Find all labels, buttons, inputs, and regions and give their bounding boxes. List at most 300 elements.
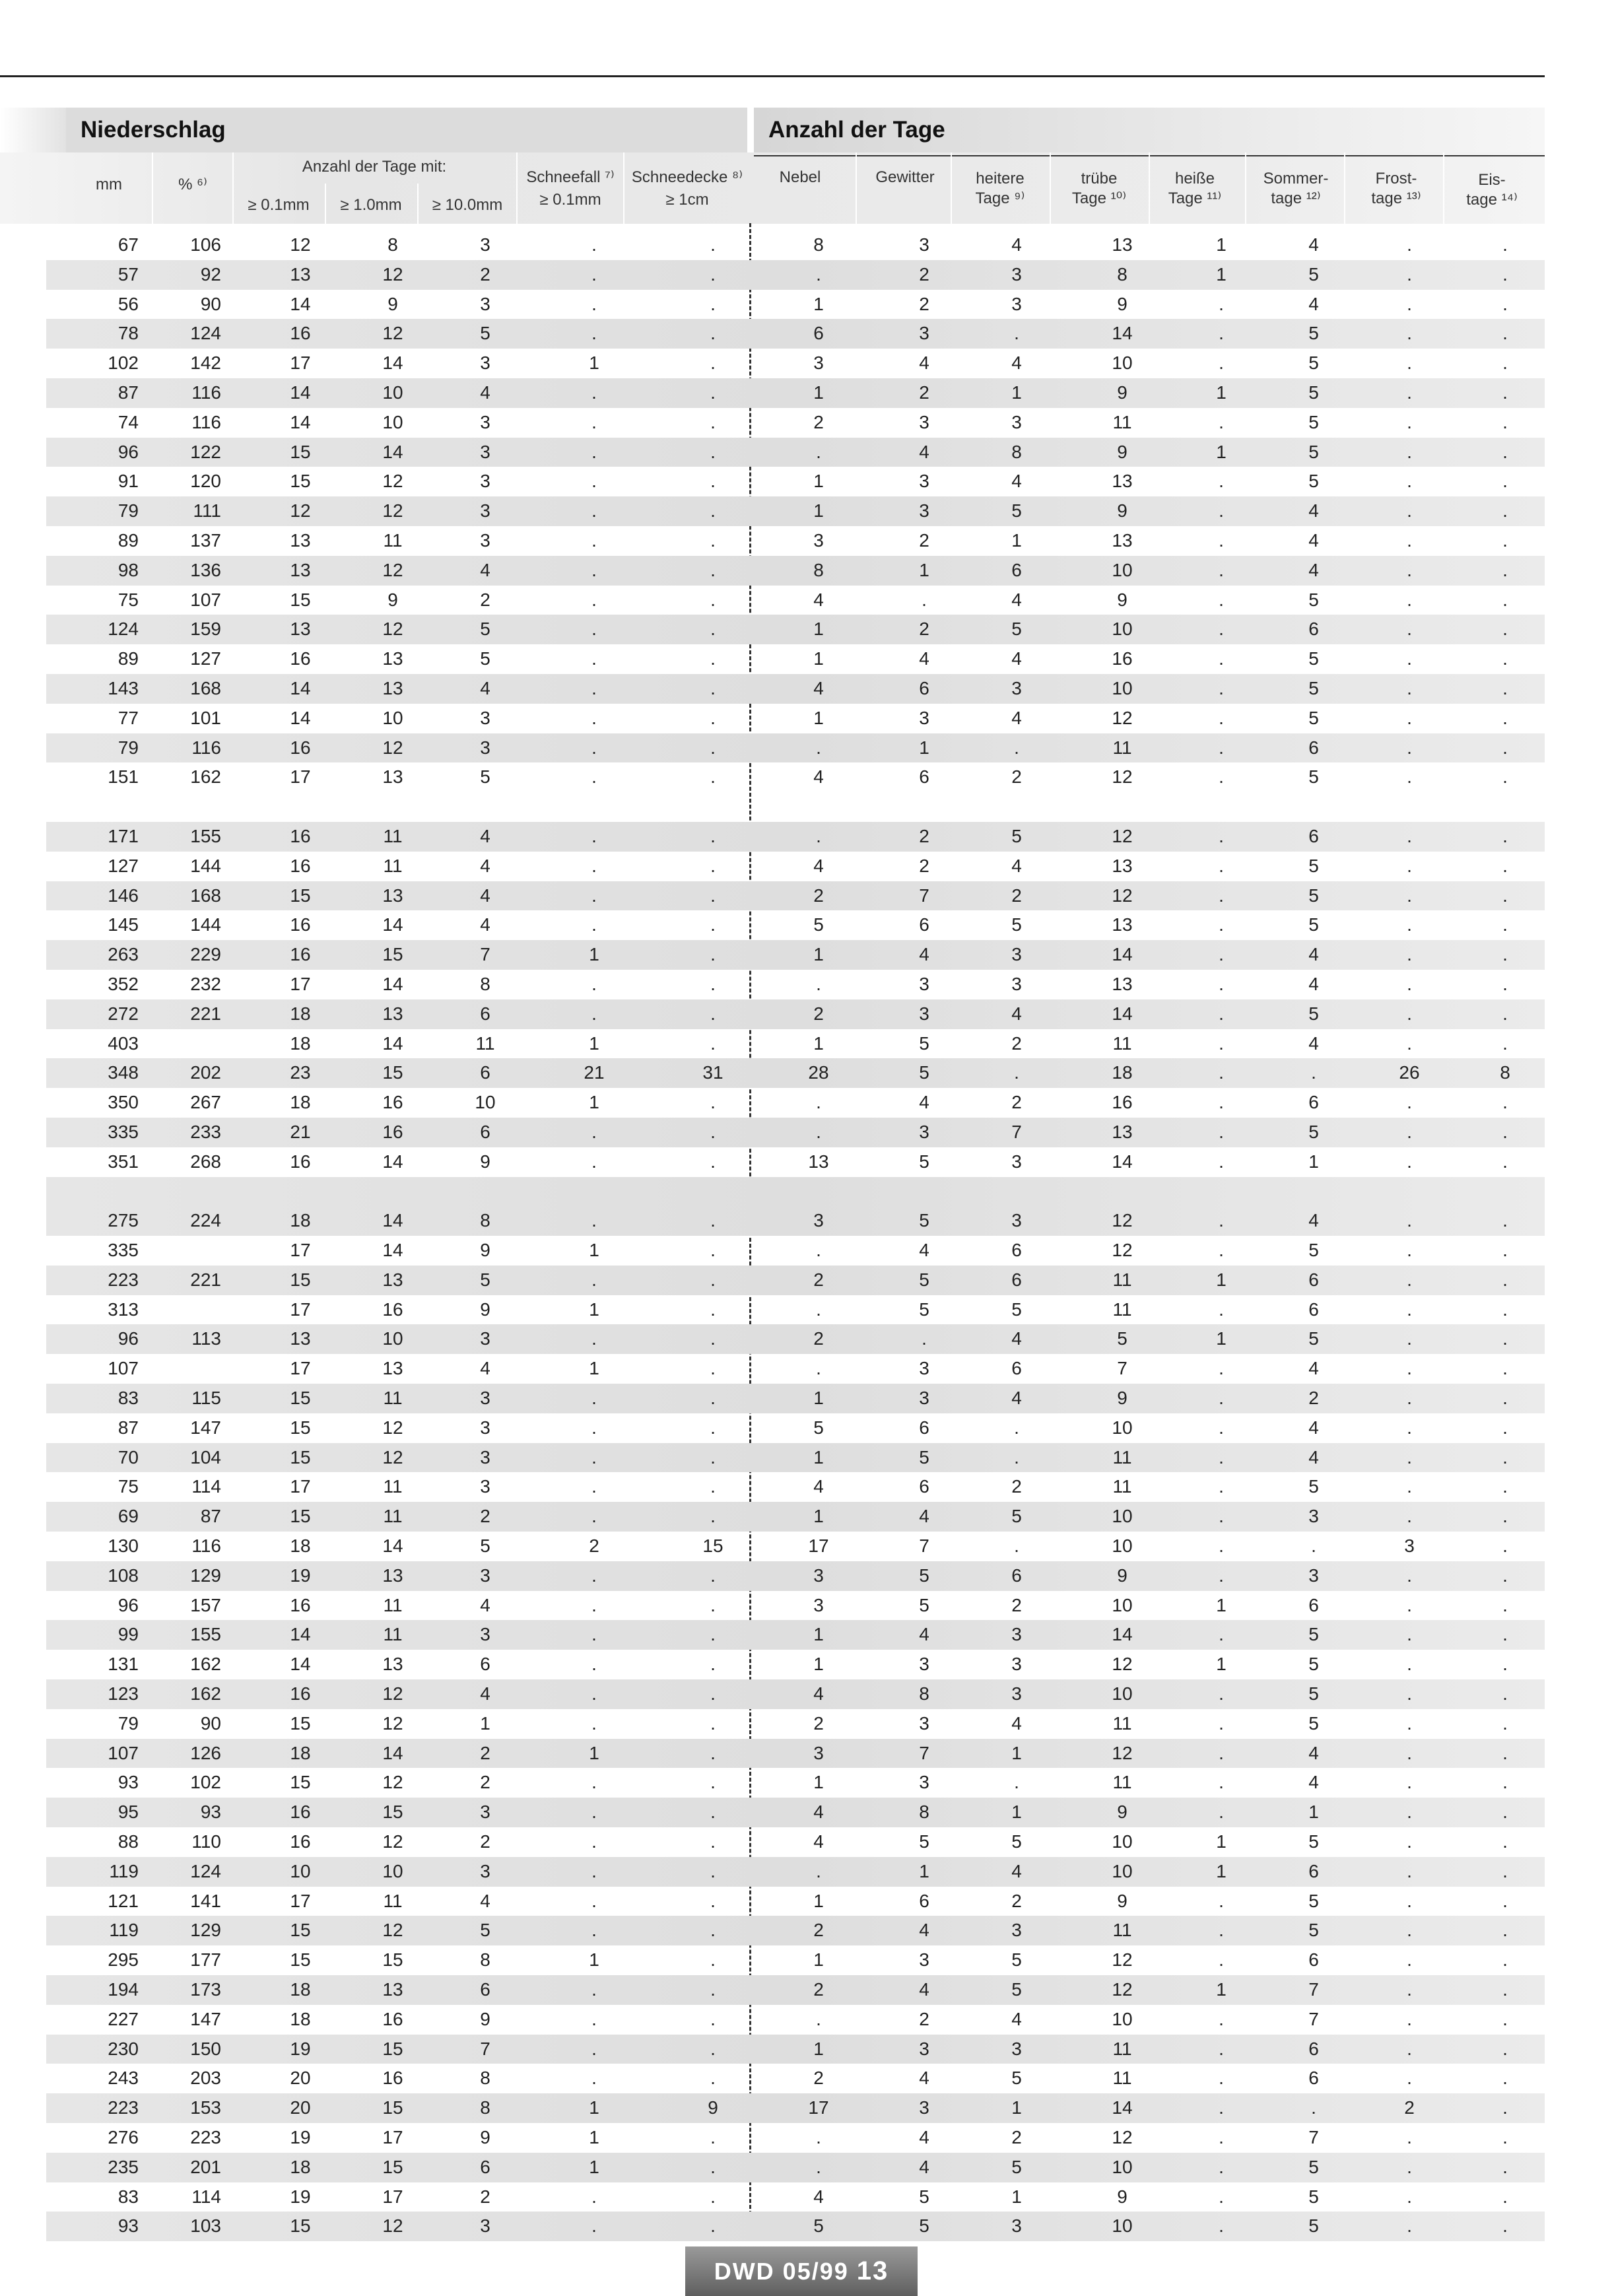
table-cell: 4 bbox=[1011, 1388, 1022, 1409]
table-cell: 6 bbox=[919, 1476, 929, 1497]
table-cell: 16 bbox=[290, 1683, 311, 1705]
table-cell: 20 bbox=[290, 2097, 311, 2118]
table-cell: . bbox=[1407, 1388, 1412, 1409]
table-cell: 69 bbox=[118, 1506, 139, 1527]
table-row bbox=[46, 2212, 1545, 2241]
table-cell: . bbox=[1502, 1121, 1508, 1142]
table-cell: 11 bbox=[1112, 1772, 1132, 1793]
table-cell: 352 bbox=[108, 973, 139, 994]
table-cell: 11 bbox=[1112, 1032, 1132, 1054]
table-cell: 4 bbox=[1308, 944, 1319, 965]
header-divider bbox=[1149, 152, 1150, 224]
table-cell: 103 bbox=[190, 2215, 221, 2237]
table-cell: 5 bbox=[1308, 1624, 1319, 1645]
header-divider bbox=[417, 184, 419, 224]
table-cell: 14 bbox=[290, 293, 311, 314]
table-cell: 6 bbox=[1308, 2038, 1319, 2059]
table-cell: 6 bbox=[1011, 1358, 1022, 1379]
table-cell: . bbox=[710, 382, 716, 403]
table-cell: 95 bbox=[118, 1802, 139, 1823]
table-cell: 89 bbox=[118, 648, 139, 669]
table-cell: 10 bbox=[1112, 1506, 1133, 1527]
table-cell: 150 bbox=[190, 2038, 221, 2059]
table-cell: . bbox=[816, 1299, 821, 1320]
table-cell: 16 bbox=[382, 2008, 403, 2029]
table-cell: . bbox=[1014, 1536, 1019, 1557]
table-cell: . bbox=[710, 1683, 716, 1705]
table-cell: . bbox=[1407, 1506, 1412, 1527]
table-cell: . bbox=[591, 1210, 597, 1231]
table-cell: 78 bbox=[118, 323, 139, 344]
table-cell: . bbox=[710, 1624, 716, 1645]
table-cell: 75 bbox=[118, 1476, 139, 1497]
table-cell: 1 bbox=[1011, 1742, 1022, 1763]
table-cell: 2 bbox=[813, 885, 824, 906]
table-cell: . bbox=[1407, 500, 1412, 522]
table-cell: 6 bbox=[480, 1654, 490, 1675]
table-cell: . bbox=[710, 766, 716, 788]
table-cell: 10 bbox=[1112, 1417, 1133, 1438]
col-header-truebe: trübe bbox=[1081, 170, 1118, 187]
table-cell: 8 bbox=[480, 2097, 490, 2118]
table-cell: . bbox=[591, 707, 597, 728]
table-cell: . bbox=[1407, 529, 1412, 551]
table-cell: . bbox=[710, 1269, 716, 1290]
table-cell: 2 bbox=[1011, 1594, 1022, 1615]
table-row-spacer bbox=[46, 1177, 1545, 1207]
table-cell: . bbox=[710, 559, 716, 580]
table-cell: . bbox=[1502, 234, 1508, 255]
table-cell: 1 bbox=[919, 1860, 929, 1881]
table-row bbox=[46, 1236, 1545, 1266]
table-cell: 10 bbox=[382, 382, 403, 403]
table-cell: 16 bbox=[290, 1831, 311, 1852]
table-cell: 4 bbox=[813, 1831, 824, 1852]
table-cell: 14 bbox=[382, 914, 403, 935]
table-cell: 3 bbox=[480, 353, 490, 374]
col-header-schneefall-sub: ≥ 0.1mm bbox=[539, 191, 601, 209]
table-row bbox=[46, 1827, 1545, 1857]
table-cell: 8 bbox=[813, 559, 824, 580]
table-cell: 14 bbox=[1112, 323, 1133, 344]
table-cell: 5 bbox=[480, 323, 490, 344]
table-cell: 18 bbox=[290, 2156, 311, 2177]
table-cell: 8 bbox=[480, 2068, 490, 2089]
table-cell: . bbox=[1219, 1121, 1224, 1142]
table-cell: 1 bbox=[813, 500, 824, 522]
table-cell: 10 bbox=[1112, 2215, 1133, 2237]
table-cell: 221 bbox=[190, 1269, 221, 1290]
table-cell: 20 bbox=[290, 2068, 311, 2089]
table-cell: 6 bbox=[1308, 1860, 1319, 1881]
table-cell: 5 bbox=[1308, 2186, 1319, 2207]
table-cell: 15 bbox=[290, 1920, 311, 1941]
table-row bbox=[46, 438, 1545, 467]
table-cell: 12 bbox=[290, 500, 311, 522]
table-cell: 16 bbox=[382, 2068, 403, 2089]
table-cell: 6 bbox=[919, 677, 929, 698]
table-cell: . bbox=[1219, 1949, 1224, 1971]
table-cell: 15 bbox=[382, 2097, 403, 2118]
table-cell: 1 bbox=[589, 1032, 599, 1054]
table-cell: 162 bbox=[190, 766, 221, 788]
table-cell: . bbox=[710, 1772, 716, 1793]
table-row bbox=[46, 2064, 1545, 2093]
table-cell: . bbox=[1407, 1032, 1412, 1054]
table-cell: . bbox=[1219, 1506, 1224, 1527]
table-cell: 3 bbox=[480, 293, 490, 314]
table-cell: 101 bbox=[190, 707, 221, 728]
table-row bbox=[46, 1591, 1545, 1621]
table-row bbox=[46, 762, 1545, 792]
col-header-truebe-2: Tage ¹⁰⁾ bbox=[1071, 189, 1127, 207]
table-cell: 9 bbox=[1117, 500, 1128, 522]
table-cell: 14 bbox=[382, 1151, 403, 1172]
table-cell: 124 bbox=[190, 323, 221, 344]
table-cell: . bbox=[1219, 2156, 1224, 2177]
table-cell: . bbox=[710, 1032, 716, 1054]
table-cell: 1 bbox=[813, 293, 824, 314]
table-cell: 8 bbox=[813, 234, 824, 255]
table-cell: 119 bbox=[109, 1920, 139, 1941]
header-divider bbox=[232, 152, 234, 224]
table-cell: . bbox=[710, 529, 716, 551]
table-cell: . bbox=[1502, 973, 1508, 994]
table-row bbox=[46, 1561, 1545, 1591]
table-cell: . bbox=[591, 677, 597, 698]
table-cell: 3 bbox=[480, 2215, 490, 2237]
table-cell: 4 bbox=[813, 766, 824, 788]
table-cell: 4 bbox=[1011, 234, 1022, 255]
table-cell: 3 bbox=[919, 1388, 929, 1409]
table-cell: 9 bbox=[1117, 1388, 1128, 1409]
table-cell: 4 bbox=[919, 1506, 929, 1527]
table-cell: 4 bbox=[919, 2156, 929, 2177]
table-cell: 91 bbox=[118, 471, 139, 492]
table-cell: 5 bbox=[1011, 1949, 1022, 1971]
table-cell: 9 bbox=[708, 2097, 718, 2118]
table-cell: . bbox=[710, 2215, 716, 2237]
table-cell: . bbox=[1502, 1032, 1508, 1054]
table-row bbox=[46, 1768, 1545, 1798]
table-cell: 4 bbox=[813, 1802, 824, 1823]
table-cell: 1 bbox=[480, 1712, 490, 1734]
table-cell: 5 bbox=[1308, 263, 1319, 285]
table-cell: 146 bbox=[108, 885, 139, 906]
table-cell: 145 bbox=[108, 914, 139, 935]
table-cell: 19 bbox=[290, 2038, 311, 2059]
table-cell: . bbox=[710, 323, 716, 344]
header-divider bbox=[152, 152, 153, 224]
table-cell: 14 bbox=[290, 1654, 311, 1675]
table-cell: 11 bbox=[1112, 2038, 1132, 2059]
table-cell: 5 bbox=[1308, 1920, 1319, 1941]
table-cell: . bbox=[1502, 1831, 1508, 1852]
table-cell: 102 bbox=[108, 353, 139, 374]
table-cell: . bbox=[710, 944, 716, 965]
table-cell: 177 bbox=[190, 1949, 221, 1971]
table-row bbox=[46, 1916, 1545, 1945]
table-cell: . bbox=[1407, 1654, 1412, 1675]
table-cell: 13 bbox=[382, 885, 403, 906]
table-cell: 4 bbox=[919, 2127, 929, 2147]
table-cell: . bbox=[710, 1210, 716, 1231]
table-cell: 10 bbox=[1112, 2008, 1133, 2029]
table-cell: . bbox=[1219, 2008, 1224, 2029]
table-cell: . bbox=[1502, 1446, 1508, 1468]
table-cell: . bbox=[1407, 2008, 1412, 2029]
table-cell: 5 bbox=[1011, 2068, 1022, 2089]
table-cell: 3 bbox=[480, 1446, 490, 1468]
table-cell: 6 bbox=[480, 1062, 490, 1083]
table-cell: 3 bbox=[919, 2038, 929, 2059]
table-cell: . bbox=[816, 2008, 821, 2029]
table-cell: 2 bbox=[813, 1712, 824, 1734]
table-cell: 15 bbox=[290, 1506, 311, 1527]
table-row bbox=[46, 260, 1545, 290]
table-cell: 12 bbox=[382, 1772, 403, 1793]
table-cell: 3 bbox=[1011, 677, 1022, 698]
table-row bbox=[46, 2123, 1545, 2153]
table-cell: 116 bbox=[191, 1536, 221, 1557]
table-cell: . bbox=[1407, 559, 1412, 580]
table-cell: 4 bbox=[919, 1624, 929, 1645]
table-cell: 5 bbox=[1011, 2156, 1022, 2177]
table-cell: 1 bbox=[919, 559, 929, 580]
table-cell: 4 bbox=[480, 1890, 490, 1911]
table-cell: 3 bbox=[1011, 411, 1022, 432]
table-cell: 13 bbox=[1112, 234, 1133, 255]
table-cell: 110 bbox=[191, 1831, 221, 1852]
table-cell: . bbox=[1219, 855, 1224, 876]
table-cell: 9 bbox=[480, 1151, 490, 1172]
table-cell: 15 bbox=[290, 885, 311, 906]
table-cell: 13 bbox=[290, 263, 311, 285]
table-row bbox=[46, 230, 1545, 260]
table-cell: 3 bbox=[919, 234, 929, 255]
table-cell: . bbox=[591, 648, 597, 669]
table-cell: 17 bbox=[290, 353, 311, 374]
table-cell: 104 bbox=[190, 1446, 221, 1468]
table-cell: . bbox=[1407, 1742, 1412, 1763]
table-cell: . bbox=[1407, 323, 1412, 344]
table-cell: 201 bbox=[190, 2156, 221, 2177]
table-cell: 137 bbox=[190, 529, 221, 551]
table-cell: . bbox=[1502, 2156, 1508, 2177]
table-cell: 2 bbox=[813, 1920, 824, 1941]
table-cell: 1 bbox=[1216, 1269, 1227, 1290]
table-cell: 5 bbox=[1011, 914, 1022, 935]
table-cell: 1 bbox=[1011, 1802, 1022, 1823]
table-cell: 3 bbox=[1011, 1624, 1022, 1645]
table-cell: 5 bbox=[813, 1417, 824, 1438]
table-cell: 10 bbox=[1112, 619, 1133, 640]
table-cell: 14 bbox=[290, 411, 311, 432]
table-row bbox=[46, 1739, 1545, 1769]
table-cell: . bbox=[1219, 885, 1224, 906]
table-cell: 155 bbox=[190, 1624, 221, 1645]
table-cell: 3 bbox=[919, 707, 929, 728]
table-cell: 2 bbox=[919, 825, 929, 846]
table-cell: 8 bbox=[1117, 263, 1128, 285]
table-cell: . bbox=[591, 1860, 597, 1881]
table-cell: 92 bbox=[200, 263, 221, 285]
table-row bbox=[46, 1147, 1545, 1177]
table-cell: . bbox=[1219, 2068, 1224, 2089]
table-cell: . bbox=[922, 589, 927, 610]
table-cell: 4 bbox=[480, 1358, 490, 1379]
table-cell: 4 bbox=[480, 1594, 490, 1615]
table-cell: . bbox=[1502, 1240, 1508, 1261]
table-cell: . bbox=[1407, 382, 1412, 403]
table-cell: 3 bbox=[480, 471, 490, 492]
table-row bbox=[46, 1206, 1545, 1236]
table-cell: 7 bbox=[919, 885, 929, 906]
table-cell: 5 bbox=[1308, 1003, 1319, 1024]
table-cell: 17 bbox=[290, 1240, 311, 1261]
table-cell: 5 bbox=[1308, 1683, 1319, 1705]
table-cell: 13 bbox=[290, 619, 311, 640]
table-cell: 5 bbox=[1308, 914, 1319, 935]
table-cell: . bbox=[1407, 1476, 1412, 1497]
table-cell: . bbox=[816, 263, 821, 285]
table-cell: 15 bbox=[382, 2038, 403, 2059]
table-row bbox=[46, 1857, 1545, 1887]
table-cell: 2 bbox=[480, 1506, 490, 1527]
table-cell: . bbox=[1219, 914, 1224, 935]
table-cell: 233 bbox=[190, 1121, 221, 1142]
header-divider bbox=[1245, 152, 1246, 224]
table-cell: 4 bbox=[1308, 500, 1319, 522]
table-cell: . bbox=[710, 1328, 716, 1349]
table-cell: 102 bbox=[190, 1772, 221, 1793]
table-cell: 6 bbox=[1308, 1092, 1319, 1113]
table-cell: 5 bbox=[1308, 353, 1319, 374]
table-cell: 15 bbox=[290, 441, 311, 462]
table-cell: . bbox=[1407, 677, 1412, 698]
table-cell: . bbox=[710, 1092, 716, 1113]
table-cell: 83 bbox=[118, 1388, 139, 1409]
table-cell: 9 bbox=[1117, 2186, 1128, 2207]
table-cell: 16 bbox=[382, 1092, 403, 1113]
table-cell: . bbox=[591, 234, 597, 255]
table-cell: 1 bbox=[1011, 529, 1022, 551]
table-cell: 2 bbox=[480, 263, 490, 285]
table-cell: 313 bbox=[108, 1299, 139, 1320]
table-cell: . bbox=[816, 1240, 821, 1261]
table-cell: 403 bbox=[108, 1032, 139, 1054]
table-cell: 1 bbox=[813, 1506, 824, 1527]
table-cell: . bbox=[1502, 559, 1508, 580]
table-cell: . bbox=[1407, 1358, 1412, 1379]
table-cell: 57 bbox=[118, 263, 139, 285]
table-cell: . bbox=[1219, 589, 1224, 610]
table-cell: 1 bbox=[589, 2127, 599, 2147]
table-cell: 5 bbox=[1011, 1299, 1022, 1320]
table-cell: . bbox=[710, 2008, 716, 2029]
table-cell: 87 bbox=[200, 1506, 221, 1527]
table-cell: . bbox=[1502, 529, 1508, 551]
table-cell: . bbox=[710, 441, 716, 462]
table-cell: . bbox=[1502, 1654, 1508, 1675]
table-cell: 2 bbox=[813, 1328, 824, 1349]
table-cell: 5 bbox=[1308, 441, 1319, 462]
table-cell: 5 bbox=[813, 914, 824, 935]
table-cell: . bbox=[1014, 323, 1019, 344]
table-cell: 12 bbox=[1112, 1949, 1133, 1971]
table-cell: . bbox=[1219, 2215, 1224, 2237]
table-cell: 4 bbox=[1308, 973, 1319, 994]
table-cell: 4 bbox=[1011, 648, 1022, 669]
table-cell: 159 bbox=[190, 619, 221, 640]
table-cell: . bbox=[1502, 1742, 1508, 1763]
table-cell: 10 bbox=[382, 411, 403, 432]
table-cell: 11 bbox=[1112, 1269, 1132, 1290]
table-cell: 3 bbox=[813, 1565, 824, 1586]
table-row bbox=[46, 2153, 1545, 2182]
table-cell: 4 bbox=[1308, 559, 1319, 580]
table-cell: 335 bbox=[108, 1240, 139, 1261]
table-cell: 14 bbox=[382, 441, 403, 462]
table-cell: . bbox=[710, 1565, 716, 1586]
table-cell: . bbox=[1502, 1594, 1508, 1615]
table-cell: 16 bbox=[290, 1802, 311, 1823]
table-cell: 15 bbox=[290, 1712, 311, 1734]
table-cell: . bbox=[1502, 589, 1508, 610]
table-row bbox=[46, 319, 1545, 349]
table-cell: 9 bbox=[480, 2127, 490, 2147]
table-cell: 2 bbox=[919, 293, 929, 314]
table-cell: 235 bbox=[108, 2156, 139, 2177]
table-cell: 16 bbox=[290, 648, 311, 669]
table-cell: 4 bbox=[1308, 1446, 1319, 1468]
table-cell: . bbox=[1219, 677, 1224, 698]
col-header-schneedecke-sub: ≥ 1cm bbox=[665, 191, 709, 209]
table-cell: 295 bbox=[108, 1949, 139, 1971]
table-cell: . bbox=[591, 1476, 597, 1497]
table-cell: 14 bbox=[382, 1032, 403, 1054]
table-cell: 1 bbox=[1216, 234, 1227, 255]
table-cell: 11 bbox=[383, 1388, 403, 1409]
table-cell: 243 bbox=[108, 2068, 139, 2089]
table-cell: . bbox=[1219, 353, 1224, 374]
table-cell: 2 bbox=[919, 382, 929, 403]
table-cell: 7 bbox=[1308, 2008, 1319, 2029]
table-cell: . bbox=[1311, 2097, 1316, 2118]
table-cell: 70 bbox=[118, 1446, 139, 1468]
table-cell: 4 bbox=[919, 441, 929, 462]
table-cell: 15 bbox=[382, 1062, 403, 1083]
table-cell: . bbox=[1219, 1210, 1224, 1231]
table-cell: 10 bbox=[1112, 1594, 1133, 1615]
table-cell: 2 bbox=[480, 1831, 490, 1852]
table-cell: 1 bbox=[589, 1240, 599, 1261]
table-cell: 3 bbox=[919, 500, 929, 522]
table-row bbox=[46, 496, 1545, 526]
table-cell: 5 bbox=[1011, 1506, 1022, 1527]
table-cell: . bbox=[1502, 1210, 1508, 1231]
table-row bbox=[46, 1945, 1545, 1975]
table-cell: . bbox=[1219, 1417, 1224, 1438]
table-row bbox=[46, 408, 1545, 438]
table-row bbox=[46, 733, 1545, 763]
table-cell: . bbox=[710, 1802, 716, 1823]
table-cell: . bbox=[1219, 944, 1224, 965]
col-header-frost-2: tage ¹³⁾ bbox=[1371, 189, 1421, 207]
table-cell: 28 bbox=[808, 1062, 829, 1083]
table-row bbox=[46, 467, 1545, 496]
table-cell: 18 bbox=[290, 1210, 311, 1231]
